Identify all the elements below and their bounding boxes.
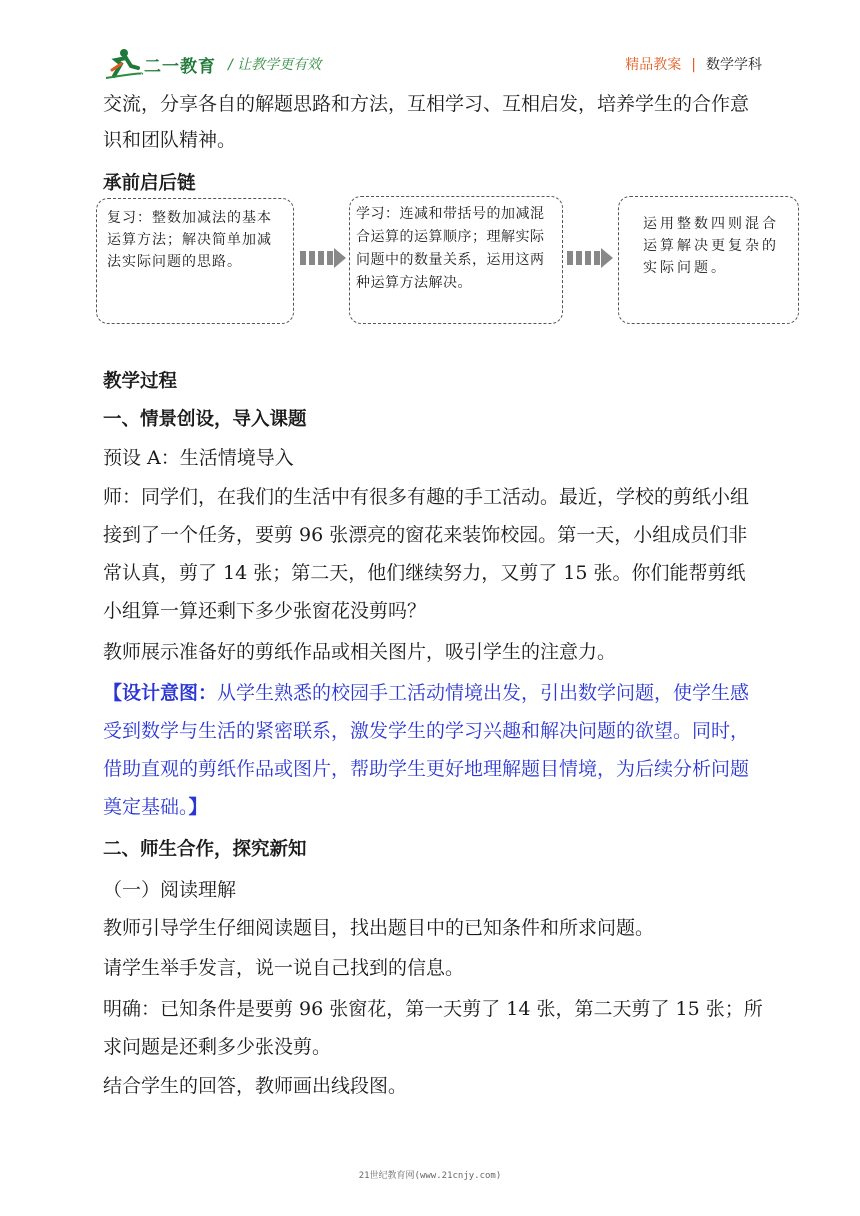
process-heading: 教学过程	[103, 371, 178, 392]
sub-heading-reading: （一）阅读理解	[103, 879, 237, 901]
intro-paragraph: 交流，分享各自的解题思路和方法，互相学习、互相启发，培养学生的合作意识和团队精神。	[103, 93, 750, 151]
page-footer: 21世纪教育网(www.21cnjy.com)	[358, 1171, 502, 1181]
preset-a: 预设 A：生活情境导入	[103, 447, 294, 469]
logo-text: 二一教育	[144, 57, 216, 77]
raise-hand-text: 请学生举手发言，说一说自己找到的信息。	[103, 957, 465, 979]
show-works-text: 教师展示准备好的剪纸作品或相关图片，吸引学生的注意力。	[103, 641, 617, 663]
teacher-dialogue: 师：同学们，在我们的生活中有很多有趣的手工活动。最近，学校的剪纸小组接到了一个任务，要剪 96 张漂亮的窗花来装饰校园。第一天，小组成员们非常认真，剪了 14 张；第二天，他们继续努力，又剪了 15 张。你们能帮剪纸小组算一算还剩下多少张窗花没剪吗？	[103, 486, 750, 622]
header-subject	[625, 54, 762, 74]
header-tag-subject: 数学学科	[706, 57, 762, 73]
arrow-right-icon	[300, 248, 346, 268]
design-intent-end: 】	[188, 796, 208, 818]
arrow-right-icon	[567, 248, 613, 268]
header-tag-lesson: 精品教案	[625, 57, 682, 73]
page-header	[0, 0, 860, 86]
design-intent	[103, 674, 763, 826]
chain-box-learn: 学习：连减和带括号的加减混合运算的运算顺序；理解实际问题中的数量关系，运用这两种运算方法解决。	[349, 196, 563, 324]
header-divider: |	[691, 57, 696, 73]
section2-title: 二、师生合作，探究新知	[103, 839, 307, 860]
guide-text: 教师引导学生仔细阅读题目，找出题目中的已知条件和所求问题。	[103, 917, 655, 939]
chain-box-apply: 运用整数四则混合运算解决更复杂的实际问题。	[618, 196, 799, 324]
chain-heading: 承前启后链	[103, 173, 196, 194]
design-intent-text: 从学生熟悉的校园手工活动情境出发，引出数学问题，使学生感受到数学与生活的紧密联系，激发学生的学习兴趣和解决问题的欲望。同时，借助直观的剪纸作品或图片，帮助学生更好地理解题目情境，为后续分析问题奠定基础。	[103, 682, 750, 818]
chain-box-review: 复习：整数加减法的基本运算方法；解决简单加减法实际问题的思路。	[96, 198, 294, 324]
section1-title: 一、情景创设，导入课题	[103, 409, 307, 430]
line-diagram-text: 结合学生的回答，教师画出线段图。	[103, 1075, 408, 1097]
header-slogan: / 让教学更有效	[228, 57, 322, 73]
design-intent-label: 【设计意图：	[103, 682, 218, 704]
clarify-text: 明确：已知条件是要剪 96 张窗花，第一天剪了 14 张，第二天剪了 15 张；所求问题是还剩多少张没剪。	[103, 998, 763, 1058]
